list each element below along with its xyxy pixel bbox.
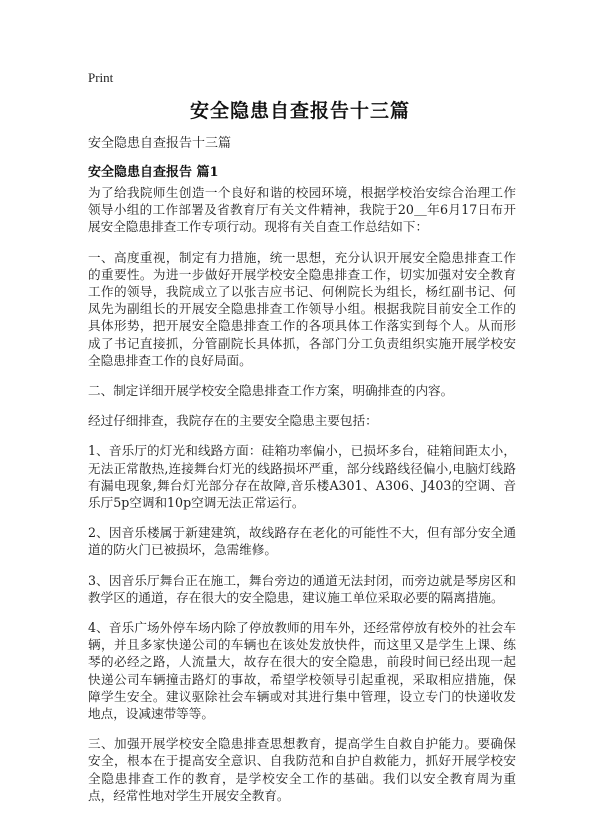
paragraph-point-3: 三、加强开展学校安全隐患排查思想教育，提高学生自救自护能力。要确保安全，根本在于提高安全意识、自我防范和自护自救能力，抓好开展学校安全隐患排查工作的教育，是学校安全工作的基础。我们以安全教育周为重点，经常性地对学生开展安全教育。 — [88, 736, 516, 803]
section-heading: 安全隐患自查报告 篇1 — [88, 165, 219, 180]
paragraph-point-1: 一、高度重视，制定有力措施，统一思想，充分认识开展安全隐患排查工作的重要性。为进一步做好开展学校安全隐患排查工作，切实加强对安全教育工作的领导，我院成立了以张吉应书记、何俐院长为组长，杨红副书记、何凤先为副组长的开展安全隐患排查工作领导小组。根据我院目前安全工作的具体形势，把开展安全隐患排查工作的各项具体工作落实到每个人。从而形成了书记直接抓，分管副院长具体抓，各部门分工负责组织实施开展学校安全隐患排查工作的良好局面。 — [88, 249, 516, 368]
paragraph-intro: 为了给我院师生创造一个良好和谐的校园环境，根据学校治安综合治理工作领导小组的工作部署及省教育厅有关文件精神，我院于20＿年6月17日布开展安全隐患排查工作专项行动。现将有关自查工作总结如下： — [88, 185, 516, 235]
paragraph-point-2: 二、制定详细开展学校安全隐患排查工作方案，明确排查的内容。 — [88, 383, 454, 399]
page-title: 安全隐患自查报告十三篇 — [189, 100, 410, 122]
document-body — [88, 184, 516, 817]
paragraph-finding-3: 3、因音乐厅舞台正在施工，舞台旁边的通道无法封闭，而旁边就是琴房区和教学区的通道，存在很大的安全隐患，建议施工单位采取必要的隔离措施。 — [88, 572, 516, 605]
paragraph-finding-1: 1、音乐厅的灯光和线路方面：硅箱功率偏小，已损坏多台，硅箱间距太小，无法正常散热,连接舞台灯光的线路损坏严重，部分线路线径偏小,电脑灯线路有漏电现象,舞台灯光部分存在故障,音乐楼A301、A306、J403的空调、音乐厅5p空调和10p空调无法正常运行。 — [88, 443, 516, 511]
paragraph-finding-2: 2、因音乐楼属于新建建筑，故线路存在老化的可能性不大，但有部分安全通道的防火门已被损坏，急需维修。 — [88, 525, 516, 558]
paragraph-finding-4: 4、音乐广场外停车场内除了停放教师的用车外，还经常停放有校外的社会车辆，并且多家快递公司的车辆也在该处发放快件，而这里又是学生上课、练琴的必经之路，人流量大，故存在很大的安全隐患，前段时间已经出现一起快递公司车辆撞击路灯的事故，希望学校领导引起重视，采取相应措施，保障学生安全。建议驱除社会车辆或对其进行集中管理，设立专门的快递收发地点，设减速带等等。 — [88, 620, 516, 722]
print-label: Print — [88, 70, 114, 85]
document-subtitle: 安全隐患自查报告十三篇 — [88, 136, 232, 151]
paragraph-findings-intro: 经过仔细排查，我院存在的主要安全隐患主要包括： — [88, 413, 378, 429]
